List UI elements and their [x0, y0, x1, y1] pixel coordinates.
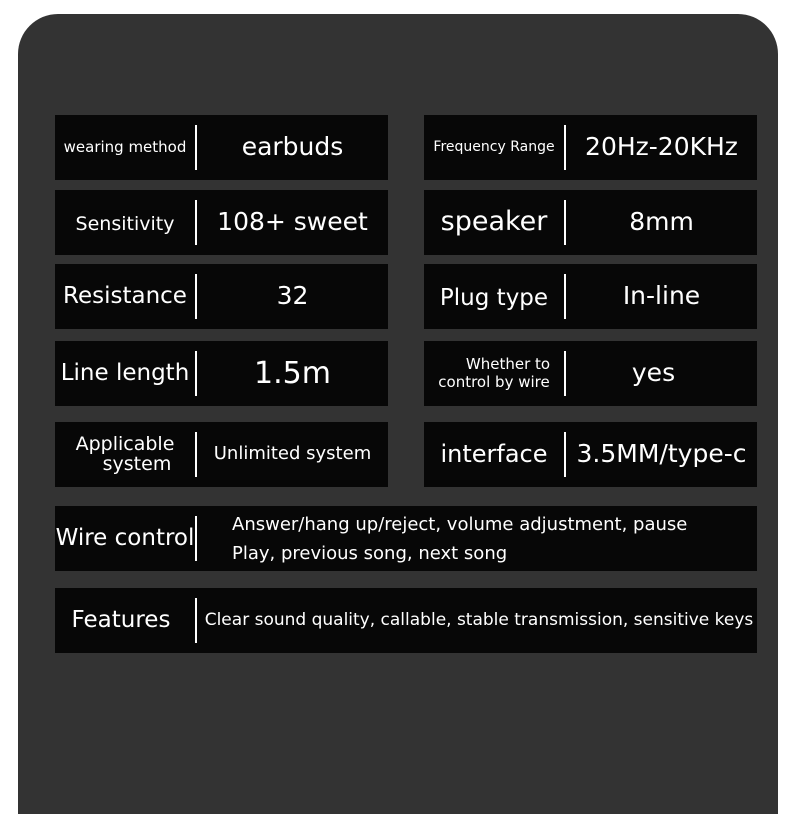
spec-label: [424, 341, 564, 406]
wire-control-description: [232, 506, 687, 571]
features-cell: [55, 588, 757, 653]
wire-control-label: Wire control: [55, 525, 195, 552]
spec-label: Line length: [60, 360, 190, 387]
spec-value: 20Hz-20KHz: [585, 132, 738, 162]
spec-cell-applicable-system: [55, 422, 388, 487]
spec-label: Resistance: [63, 283, 187, 310]
spec-cell-interface: [424, 422, 757, 487]
spec-value: yes: [631, 358, 676, 388]
spec-cell-wearing-method: [55, 115, 388, 180]
spec-value: earbuds: [241, 132, 344, 162]
spec-value: 3.5MM/type-c: [576, 439, 747, 469]
divider: [195, 598, 197, 643]
wire-control-line2: Play, previous song, next song: [232, 542, 508, 564]
spec-cell-wire-control-support: [424, 341, 757, 406]
spec-value: 108+ sweet: [217, 207, 368, 237]
spec-cell-frequency-range: [424, 115, 757, 180]
spec-label-line1: Applicable: [75, 432, 175, 455]
spec-label: Sensitivity: [75, 212, 175, 235]
wire-control-cell: [55, 506, 757, 571]
spec-cell-speaker: [424, 190, 757, 255]
spec-value: Unlimited system: [213, 443, 372, 465]
spec-label: [55, 422, 195, 487]
spec-label-line1: Whether to: [465, 354, 551, 373]
spec-label: interface: [440, 439, 548, 468]
spec-value: 8mm: [629, 207, 694, 237]
spec-cell-line-length: [55, 341, 388, 406]
spec-label-line2: control by wire: [438, 372, 550, 391]
spec-label-line2: system: [102, 452, 172, 475]
features-label: Features: [71, 607, 171, 634]
spec-cell-resistance: [55, 264, 388, 329]
spec-cell-sensitivity: [55, 190, 388, 255]
wire-control-line1: Answer/hang up/reject, volume adjustment, pause: [232, 513, 688, 535]
features-value: Clear sound quality, callable, stable transmission, sensitive keys: [204, 609, 754, 630]
spec-cell-plug-type: [424, 264, 757, 329]
spec-label: Frequency Range: [433, 139, 555, 156]
spec-value: In-line: [622, 281, 701, 311]
divider: [195, 516, 197, 561]
spec-label: Plug type: [439, 285, 549, 312]
spec-label: speaker: [440, 206, 548, 238]
spec-value: 1.5m: [254, 355, 331, 391]
spec-label: wearing method: [63, 137, 187, 156]
spec-value: 32: [276, 281, 309, 311]
